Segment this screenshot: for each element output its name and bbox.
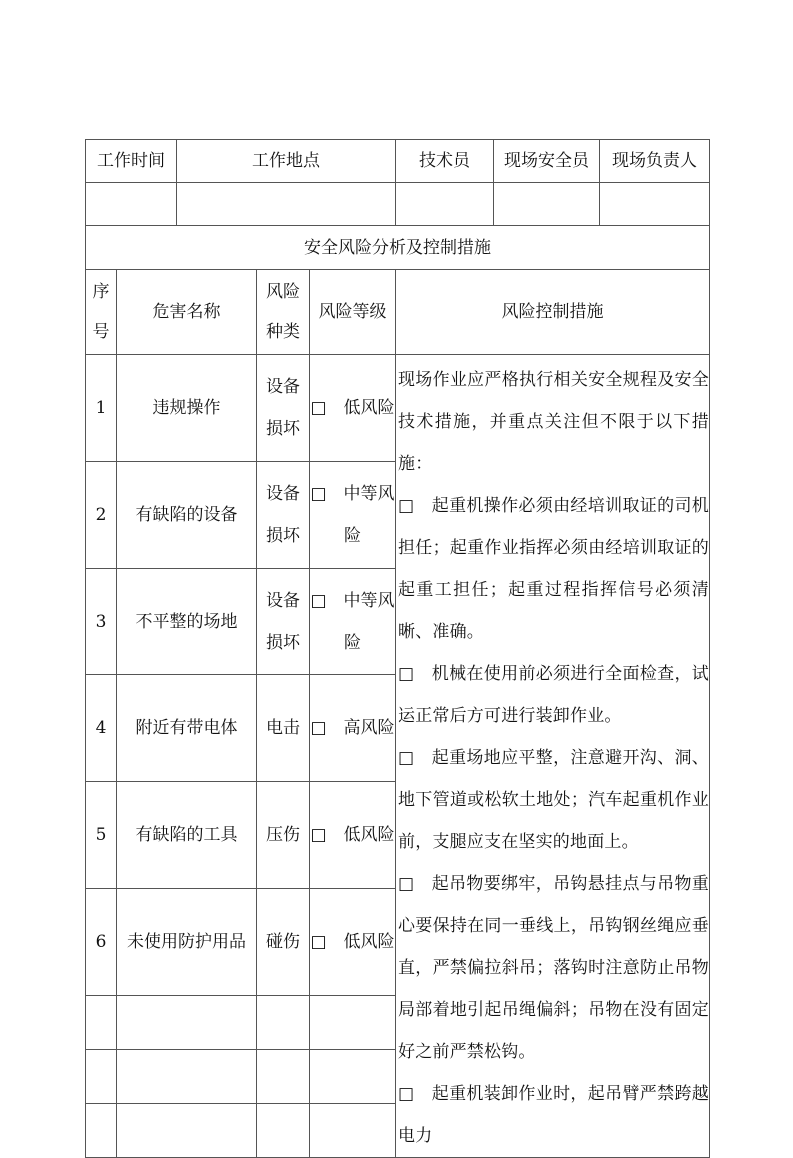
row-seq: 1 [86, 355, 117, 462]
empty-cell[interactable] [257, 1049, 310, 1103]
column-header-row [86, 270, 710, 355]
measures-intro: 现场作业应严格执行相关安全规程及安全技术措施，并重点关注但不限于以下措施： [398, 370, 709, 474]
work-place-value[interactable] [177, 183, 396, 226]
row-seq: 5 [86, 782, 117, 889]
section-title-row [86, 226, 710, 270]
risk-type-header: 风险种类 [257, 270, 310, 355]
empty-cell[interactable] [257, 1103, 310, 1157]
measures-cell [396, 355, 710, 1158]
row-risk-type: 设备损坏 [257, 461, 310, 568]
work-time-value[interactable] [86, 183, 177, 226]
row-risk-level[interactable]: □ 中等风险 [310, 568, 396, 675]
header-values-row [86, 183, 710, 226]
row-risk-type: 碰伤 [257, 889, 310, 996]
section-title: 安全风险分析及控制措施 [86, 226, 710, 270]
empty-cell[interactable] [117, 1103, 257, 1157]
measure-item[interactable]: □ 起重机装卸作业时，起吊臂严禁跨越电力 [398, 1084, 709, 1146]
safety-officer-value[interactable] [494, 183, 600, 226]
measure-item[interactable]: □ 起重场地应平整，注意避开沟、洞、地下管道或松软土地处；汽车起重机作业前，支腿应支在坚实的地面上。 [398, 748, 709, 852]
row-risk-level[interactable]: □ 低风险 [310, 782, 396, 889]
row-hazard: 有缺陷的工具 [117, 782, 257, 889]
empty-cell[interactable] [86, 1103, 117, 1157]
technician-value[interactable] [396, 183, 494, 226]
empty-cell[interactable] [117, 995, 257, 1049]
table-row [86, 355, 710, 462]
row-seq: 4 [86, 675, 117, 782]
row-risk-level[interactable]: □ 低风险 [310, 355, 396, 462]
empty-cell[interactable] [310, 995, 396, 1049]
measure-item[interactable]: □ 起吊物要绑牢，吊钩悬挂点与吊物重心要保持在同一垂线上，吊钩钢丝绳应垂直，严禁偏拉斜吊；落钩时注意防止吊物局部着地引起吊绳偏斜；吊物在没有固定好之前严禁松钩。 [398, 874, 709, 1062]
empty-cell[interactable] [117, 1049, 257, 1103]
row-risk-level[interactable]: □ 低风险 [310, 889, 396, 996]
header-row [86, 140, 710, 183]
empty-cell[interactable] [86, 995, 117, 1049]
work-time-header: 工作时间 [86, 140, 177, 183]
row-risk-type: 压伤 [257, 782, 310, 889]
row-hazard: 未使用防护用品 [117, 889, 257, 996]
empty-cell[interactable] [310, 1049, 396, 1103]
seq-header: 序号 [86, 270, 117, 355]
row-hazard: 违规操作 [117, 355, 257, 462]
work-place-header: 工作地点 [177, 140, 396, 183]
row-risk-type: 电击 [257, 675, 310, 782]
hazard-header: 危害名称 [117, 270, 257, 355]
row-seq: 2 [86, 461, 117, 568]
empty-cell[interactable] [310, 1103, 396, 1157]
risk-level-header: 风险等级 [310, 270, 396, 355]
empty-cell[interactable] [86, 1049, 117, 1103]
risk-analysis-table [85, 139, 710, 1158]
measure-item[interactable]: □ 起重机操作必须由经培训取证的司机担任；起重作业指挥必须由经培训取证的起重工担任；起重过程指挥信号必须清晰、准确。 [398, 496, 709, 642]
safety-officer-header: 现场安全员 [494, 140, 600, 183]
measures-header: 风险控制措施 [396, 270, 710, 355]
row-seq: 3 [86, 568, 117, 675]
empty-cell[interactable] [257, 995, 310, 1049]
row-risk-level[interactable]: □ 中等风险 [310, 461, 396, 568]
site-manager-value[interactable] [600, 183, 710, 226]
row-risk-type: 设备损坏 [257, 355, 310, 462]
row-seq: 6 [86, 889, 117, 996]
technician-header: 技术员 [396, 140, 494, 183]
row-hazard: 不平整的场地 [117, 568, 257, 675]
site-manager-header: 现场负责人 [600, 140, 710, 183]
row-risk-level[interactable]: □ 高风险 [310, 675, 396, 782]
row-hazard: 附近有带电体 [117, 675, 257, 782]
measure-item[interactable]: □ 机械在使用前必须进行全面检查，试运正常后方可进行装卸作业。 [398, 664, 709, 726]
row-hazard: 有缺陷的设备 [117, 461, 257, 568]
row-risk-type: 设备损坏 [257, 568, 310, 675]
